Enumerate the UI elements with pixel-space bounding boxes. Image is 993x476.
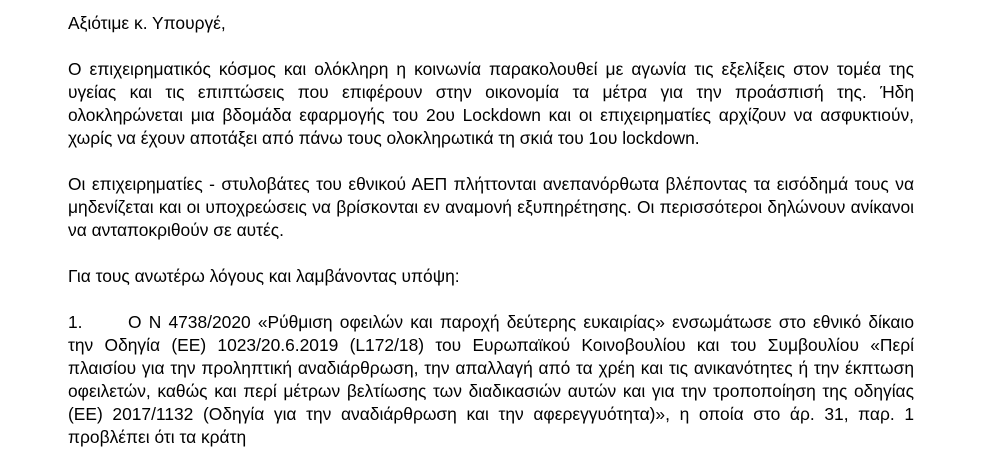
paragraph-business-world: Ο επιχειρηματικός κόσμος και ολόκληρη η κοινωνία παρακολουθεί με αγωνία τις εξελίξεις στον τομέα της υγείας και τις επιπτώσεις που επιφέρουν στην οικονομία τα μέτρα για την προάσπισή της. Ήδη ολοκληρώνεται μια βδομάδα εφαρμογής του 2ου Lockdown και οι επιχειρηματίες αρχίζουν να ασφυκτιούν, χωρίς να έχουν αποτάξει από πάνω τους ολοκληρωτικά τη σκιά του 1ου lockdown. [68, 59, 914, 148]
item-number: 1. [68, 312, 83, 332]
considerations-intro: Για τους ανωτέρω λόγους και λαμβάνοντας υπόψη: [68, 266, 460, 286]
numbered-item-1 [68, 311, 914, 449]
paragraph-entrepreneurs: Οι επιχειρηματίες - στυλοβάτες του εθνικού ΑΕΠ πλήττονται ανεπανόρθωτα βλέποντας τα εισόδημά τους να μηδενίζεται και οι υποχρεώσεις να βρίσκονται εν αναμονή εξυπηρέτησης. Οι περισσότεροι δηλώνουν ανίκανοι να ανταποκριθούν σε αυτές. [68, 174, 914, 240]
salutation: Αξιότιμε κ. Υπουργέ, [68, 13, 226, 33]
item-text: Ο Ν 4738/2020 «Ρύθμιση οφειλών και παροχή δεύτερης ευκαιρίας» ενσωμάτωσε στο εθνικό δίκαιο την Οδηγία (ΕΕ) 1023/20.6.2019 (L172/18) του Ευρωπαϊκού Κοινοβουλίου και του Συμβουλίου «Περί πλαισίου για την προληπτική αναδιάρθρωση, την απαλλαγή από τα χρέη και τις ανικανότητες ή την έκπτωση οφειλετών, καθώς και περί μέτρων βελτίωσης των διαδικασιών αυτών και για την τροποποίηση της οδηγίας (ΕΕ) 2017/1132 (Οδηγία για την αναδιάρθρωση και την αφερεγγυότητα)», η οποία στο άρ. 31, παρ. 1 προβλέπει ότι τα κράτη [68, 312, 914, 447]
letter-body [68, 12, 914, 449]
